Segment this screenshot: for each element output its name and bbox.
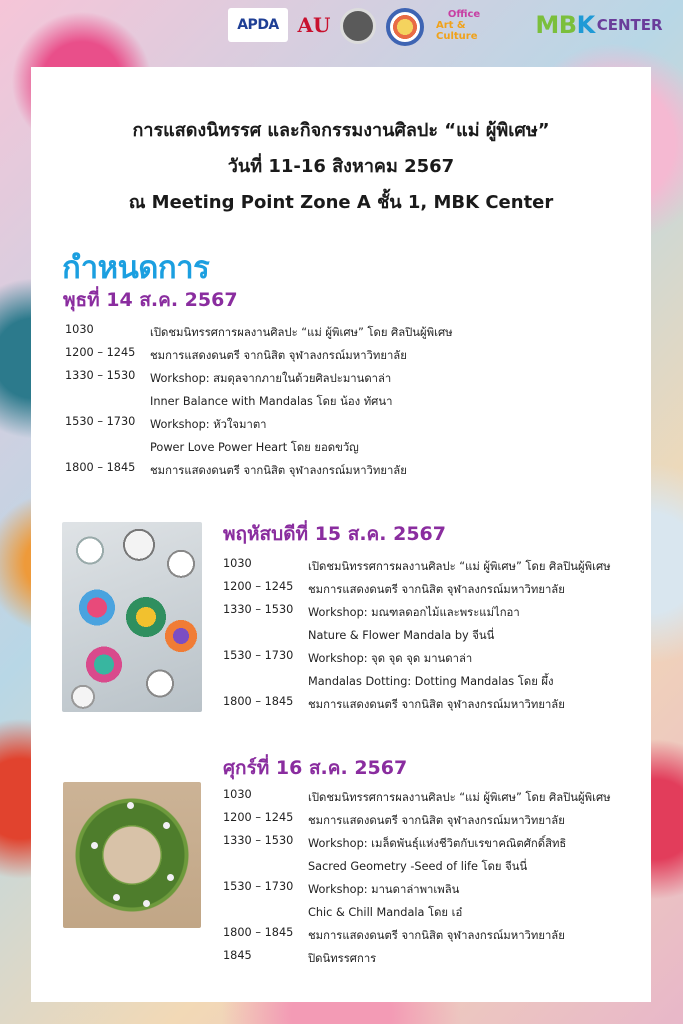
office-logo-line2: Art & Culture bbox=[436, 19, 478, 42]
day-1-title: พุธที่ 14 ส.ค. 2567 bbox=[63, 289, 238, 311]
flower-wreath-photo bbox=[63, 782, 201, 928]
apda-logo: APDA bbox=[228, 8, 288, 42]
mbk-logo-mb: MB bbox=[535, 11, 577, 39]
event-dates: วันที่ 11-16 สิงหาคม 2567 bbox=[227, 156, 455, 177]
wreath-flower-icon bbox=[143, 900, 150, 907]
schedule-card bbox=[31, 67, 651, 1002]
schedule-activity: Workshop: มณฑลดอกไม้และพระแม่ไกอา bbox=[308, 606, 520, 619]
mandala-artwork-photo bbox=[62, 522, 202, 712]
schedule-time: 1200 – 1245 bbox=[223, 580, 294, 593]
schedule-activity: Sacred Geometry -Seed of life โดย จีนนี่ bbox=[308, 860, 528, 873]
schedule-activity: Workshop: หัวใจมาตา bbox=[150, 418, 267, 431]
wreath-flower-icon bbox=[113, 894, 120, 901]
schedule-activity: ชมการแสดงดนตรี จากนิสิต จุฬาลงกรณ์มหาวิทยาลัย bbox=[150, 464, 407, 477]
schedule-time: 1030 bbox=[65, 323, 94, 336]
schedule-activity: Nature & Flower Mandala by จีนนี่ bbox=[308, 629, 495, 642]
schedule-time: 1330 – 1530 bbox=[223, 603, 294, 616]
day-3-title: ศุกร์ที่ 16 ส.ค. 2567 bbox=[223, 757, 408, 779]
schedule-activity: ชมการแสดงดนตรี จากนิสิต จุฬาลงกรณ์มหาวิทยาลัย bbox=[308, 814, 565, 827]
schedule-activity: Mandalas Dotting: Dotting Mandalas โดย ผึ้ง bbox=[308, 675, 554, 688]
schedule-time: 1530 – 1730 bbox=[65, 415, 136, 428]
event-location: ณ Meeting Point Zone A ชั้น 1, MBK Center bbox=[128, 192, 554, 213]
schedule-activity: Chic & Chill Mandala โดย เอ๋ bbox=[308, 906, 463, 919]
schedule-time: 1200 – 1245 bbox=[223, 811, 294, 824]
schedule-activity: Workshop: มานดาล่าพาเพลิน bbox=[308, 883, 460, 896]
schedule-activity: เปิดชมนิทรรศการผลงานศิลปะ “แม่ ผู้พิเศษ” โดย ศิลปินผู้พิเศษ bbox=[308, 791, 611, 804]
schedule-activity: Workshop: สมดุลจากภายในด้วยศิลปะมานดาล่า bbox=[150, 372, 392, 385]
schedule-time: 1030 bbox=[223, 557, 252, 570]
schedule-time: 1530 – 1730 bbox=[223, 880, 294, 893]
wreath-flower-icon bbox=[127, 802, 134, 809]
schedule-activity: ชมการแสดงดนตรี จากนิสิต จุฬาลงกรณ์มหาวิทยาลัย bbox=[308, 698, 565, 711]
schedule-activity: Power Love Power Heart โดย ยอดขวัญ bbox=[150, 441, 359, 454]
wreath-flower-icon bbox=[163, 822, 170, 829]
office-art-culture-logo bbox=[436, 8, 492, 42]
event-title: การแสดงนิทรรศ และกิจกรรมงานศิลปะ “แม่ ผู้พิเศษ” bbox=[132, 120, 550, 141]
mbk-logo-center: CENTER bbox=[596, 16, 663, 34]
schedule-activity: ปิดนิทรรศการ bbox=[308, 952, 377, 965]
schedule-activity: Workshop: เมล็ดพันธุ์แห่งชีวิตกับเรขาคณิตศักดิ์สิทธิ bbox=[308, 837, 567, 850]
schedule-activity: Workshop: จุด จุด จุด มานดาล่า bbox=[308, 652, 473, 665]
schedule-activity: เปิดชมนิทรรศการผลงานศิลปะ “แม่ ผู้พิเศษ” โดย ศิลปินผู้พิเศษ bbox=[308, 560, 611, 573]
partner-logos-bar bbox=[0, 0, 683, 58]
schedule-activity: Inner Balance with Mandalas โดย น้อง ทัศนา bbox=[150, 395, 393, 408]
ring-emblem-logo bbox=[386, 8, 424, 46]
schedule-time: 1530 – 1730 bbox=[223, 649, 294, 662]
schedule-time: 1800 – 1845 bbox=[223, 926, 294, 939]
au-logo: AU bbox=[297, 13, 331, 37]
schedule-heading: กำหนดการ bbox=[62, 250, 210, 286]
university-seal-logo bbox=[340, 8, 376, 44]
schedule-time: 1030 bbox=[223, 788, 252, 801]
day-2-title: พฤหัสบดีที่ 15 ส.ค. 2567 bbox=[223, 523, 446, 545]
schedule-activity: ชมการแสดงดนตรี จากนิสิต จุฬาลงกรณ์มหาวิทยาลัย bbox=[308, 583, 565, 596]
schedule-time: 1330 – 1530 bbox=[65, 369, 136, 382]
schedule-activity: ชมการแสดงดนตรี จากนิสิต จุฬาลงกรณ์มหาวิทยาลัย bbox=[308, 929, 565, 942]
wreath-flower-icon bbox=[167, 874, 174, 881]
schedule-activity: เปิดชมนิทรรศการผลงานศิลปะ “แม่ ผู้พิเศษ” โดย ศิลปินผู้พิเศษ bbox=[150, 326, 453, 339]
schedule-time: 1800 – 1845 bbox=[65, 461, 136, 474]
schedule-time: 1800 – 1845 bbox=[223, 695, 294, 708]
mbk-logo-k: K bbox=[576, 11, 595, 39]
schedule-activity: ชมการแสดงดนตรี จากนิสิต จุฬาลงกรณ์มหาวิทยาลัย bbox=[150, 349, 407, 362]
schedule-time: 1200 – 1245 bbox=[65, 346, 136, 359]
office-logo-line1: Office bbox=[447, 8, 481, 20]
wreath-flower-icon bbox=[91, 842, 98, 849]
mbk-center-logo bbox=[528, 10, 670, 40]
schedule-time: 1845 bbox=[223, 949, 252, 962]
schedule-time: 1330 – 1530 bbox=[223, 834, 294, 847]
